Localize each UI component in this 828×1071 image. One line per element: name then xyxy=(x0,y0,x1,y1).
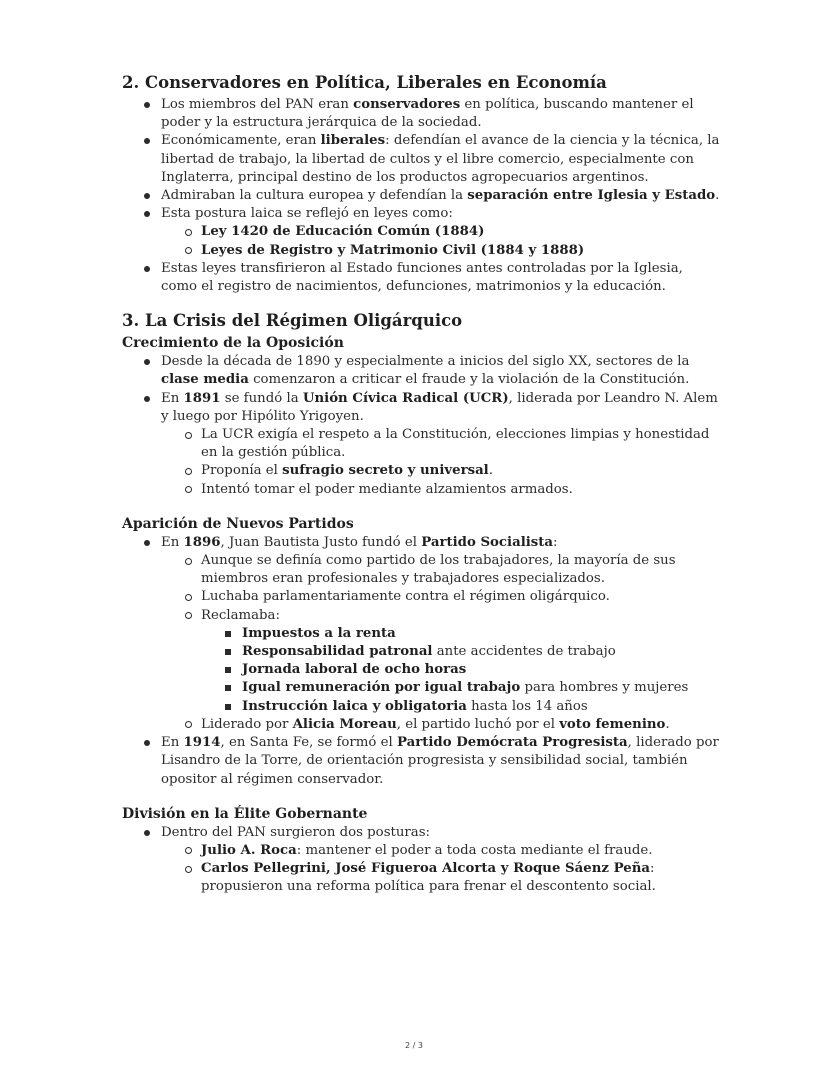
circle-bullet-icon xyxy=(185,468,192,475)
bullet-icon xyxy=(144,830,150,836)
section-2-list xyxy=(122,96,722,296)
sublist xyxy=(161,552,722,734)
subheading-partidos: Aparición de Nuevos Partidos xyxy=(122,515,354,532)
list-item: Responsabilidad patronal ante accidentes de trabajo xyxy=(201,643,722,661)
subheading-oposicion: Crecimiento de la Oposición xyxy=(122,335,344,352)
document-page xyxy=(122,72,722,897)
sublist xyxy=(161,426,722,499)
list-item: La UCR exigía el respeto a la Constitución, elecciones limpias y honestidad en la gestión pública. xyxy=(161,426,722,462)
list-item: Aunque se definía como partido de los trabajadores, la mayoría de sus miembros eran profesionales y trabajadores especializados. xyxy=(161,552,722,588)
circle-bullet-icon xyxy=(185,229,192,236)
bullet-icon xyxy=(144,396,150,402)
list-item: Desde la década de 1890 y especialmente a inicios del siglo XX, sectores de la clase media comenzaron a criticar el fraude y la violación de la Constitución. xyxy=(122,353,722,389)
circle-bullet-icon xyxy=(185,721,192,728)
demands-list xyxy=(201,625,722,716)
page-number: 2 / 3 xyxy=(405,1041,423,1050)
circle-bullet-icon xyxy=(185,612,192,619)
list-item: Igual remuneración por igual trabajo para hombres y mujeres xyxy=(201,679,722,697)
list-item: Dentro del PAN surgieron dos posturas: Julio A. Roca: mantener el poder a toda costa mediante el fraude. Carlos Pellegrini, José Figueroa Alcorta y Roque Sáenz Peña: propusieron una reforma política para frenar el descontento social. xyxy=(122,824,722,897)
square-bullet-icon xyxy=(225,649,231,655)
list-item: Carlos Pellegrini, José Figueroa Alcorta y Roque Sáenz Peña: propusieron una reforma política para frenar el descontento social. xyxy=(161,860,722,896)
circle-bullet-icon xyxy=(185,558,192,565)
list-item: Reclamaba: Impuestos a la renta Responsabilidad patronal ante accidentes de trabajo Jornada laboral de ocho horas Igual remuneración por igual trabajo para hombres y mujeres Instrucción laica y obligatoria hasta los 14 años xyxy=(161,607,722,716)
list-item: Económicamente, eran liberales: defendían el avance de la ciencia y la técnica, la libertad de trabajo, la libertad de cultos y el libre comercio, especialmente con Inglaterra, principal destino de los productos agropecuarios argentinos. xyxy=(122,132,722,187)
bullet-icon xyxy=(144,211,150,217)
list-item: Instrucción laica y obligatoria hasta los 14 años xyxy=(201,698,722,716)
list-item: Estas leyes transfirieron al Estado funciones antes controladas por la Iglesia, como el registro de nacimientos, defunciones, matrimonios y la educación. xyxy=(122,260,722,296)
list-item: En 1914, en Santa Fe, se formó el Partido Demócrata Progresista, liderado por Lisandro de la Torre, de orientación progresista y sensibilidad social, también opositor al régimen conservador. xyxy=(122,734,722,789)
circle-bullet-icon xyxy=(185,847,192,854)
square-bullet-icon xyxy=(225,704,231,710)
list-item: Impuestos a la renta xyxy=(201,625,722,643)
bullet-icon xyxy=(144,138,150,144)
list-item: Liderado por Alicia Moreau, el partido luchó por el voto femenino. xyxy=(161,716,722,734)
list-item: Los miembros del PAN eran conservadores en política, buscando mantener el poder y la estructura jerárquica de la sociedad. xyxy=(122,96,722,132)
elite-list xyxy=(122,824,722,897)
bullet-icon xyxy=(144,193,150,199)
list-item: Leyes de Registro y Matrimonio Civil (1884 y 1888) xyxy=(161,242,722,260)
section-3-heading: 3. La Crisis del Régimen Oligárquico xyxy=(122,311,463,331)
bullet-icon xyxy=(144,102,150,108)
list-item: Admiraban la cultura europea y defendían la separación entre Iglesia y Estado. xyxy=(122,187,722,205)
circle-bullet-icon xyxy=(185,247,192,254)
list-item: Julio A. Roca: mantener el poder a toda costa mediante el fraude. xyxy=(161,842,722,860)
list-item: En 1896, Juan Bautista Justo fundó el Partido Socialista: Aunque se definía como partido de los trabajadores, la mayoría de sus miembros eran profesionales y trabajadores especializados. Luchaba parlamentariamente contra el régimen oligárquico. Reclamaba: Impuestos a la renta Responsabilidad patronal ante accidentes de trabajo Jornada laboral de ocho horas Igual remuneración por igual trabajo para hombres y mujeres Instrucción laica y obligatoria hasta los 14 años Liderado por Alicia Moreau, el partido luchó por el voto femenino. xyxy=(122,534,722,734)
bullet-icon xyxy=(144,740,150,746)
square-bullet-icon xyxy=(225,667,231,673)
subheading-elite: División en la Élite Gobernante xyxy=(122,805,368,822)
square-bullet-icon xyxy=(225,685,231,691)
circle-bullet-icon xyxy=(185,432,192,439)
list-item: Ley 1420 de Educación Común (1884) xyxy=(161,223,722,241)
circle-bullet-icon xyxy=(185,594,192,601)
circle-bullet-icon xyxy=(185,866,192,873)
bullet-icon xyxy=(144,266,150,272)
list-item: En 1891 se fundó la Unión Cívica Radical (UCR), liderada por Leandro N. Alem y luego por Hipólito Yrigoyen. La UCR exigía el respeto a la Constitución, elecciones limpias y honestidad en la gestión pública. Proponía el sufragio secreto y universal. Intentó tomar el poder mediante alzamientos armados. xyxy=(122,390,722,499)
list-item: Esta postura laica se reflejó en leyes como: Ley 1420 de Educación Común (1884) Leyes de Registro y Matrimonio Civil (1884 y 1888) xyxy=(122,205,722,260)
circle-bullet-icon xyxy=(185,486,192,493)
list-item: Luchaba parlamentariamente contra el régimen oligárquico. xyxy=(161,588,722,606)
bullet-icon xyxy=(144,540,150,546)
list-item: Intentó tomar el poder mediante alzamientos armados. xyxy=(161,481,722,499)
section-2-heading: 2. Conservadores en Política, Liberales en Economía xyxy=(122,73,607,92)
sublist xyxy=(161,842,722,897)
bullet-icon xyxy=(144,359,150,365)
partidos-list xyxy=(122,534,722,789)
square-bullet-icon xyxy=(225,631,231,637)
list-item: Jornada laboral de ocho horas xyxy=(201,661,722,679)
list-item: Proponía el sufragio secreto y universal. xyxy=(161,462,722,480)
oposicion-list xyxy=(122,353,722,499)
sublist xyxy=(161,223,722,259)
